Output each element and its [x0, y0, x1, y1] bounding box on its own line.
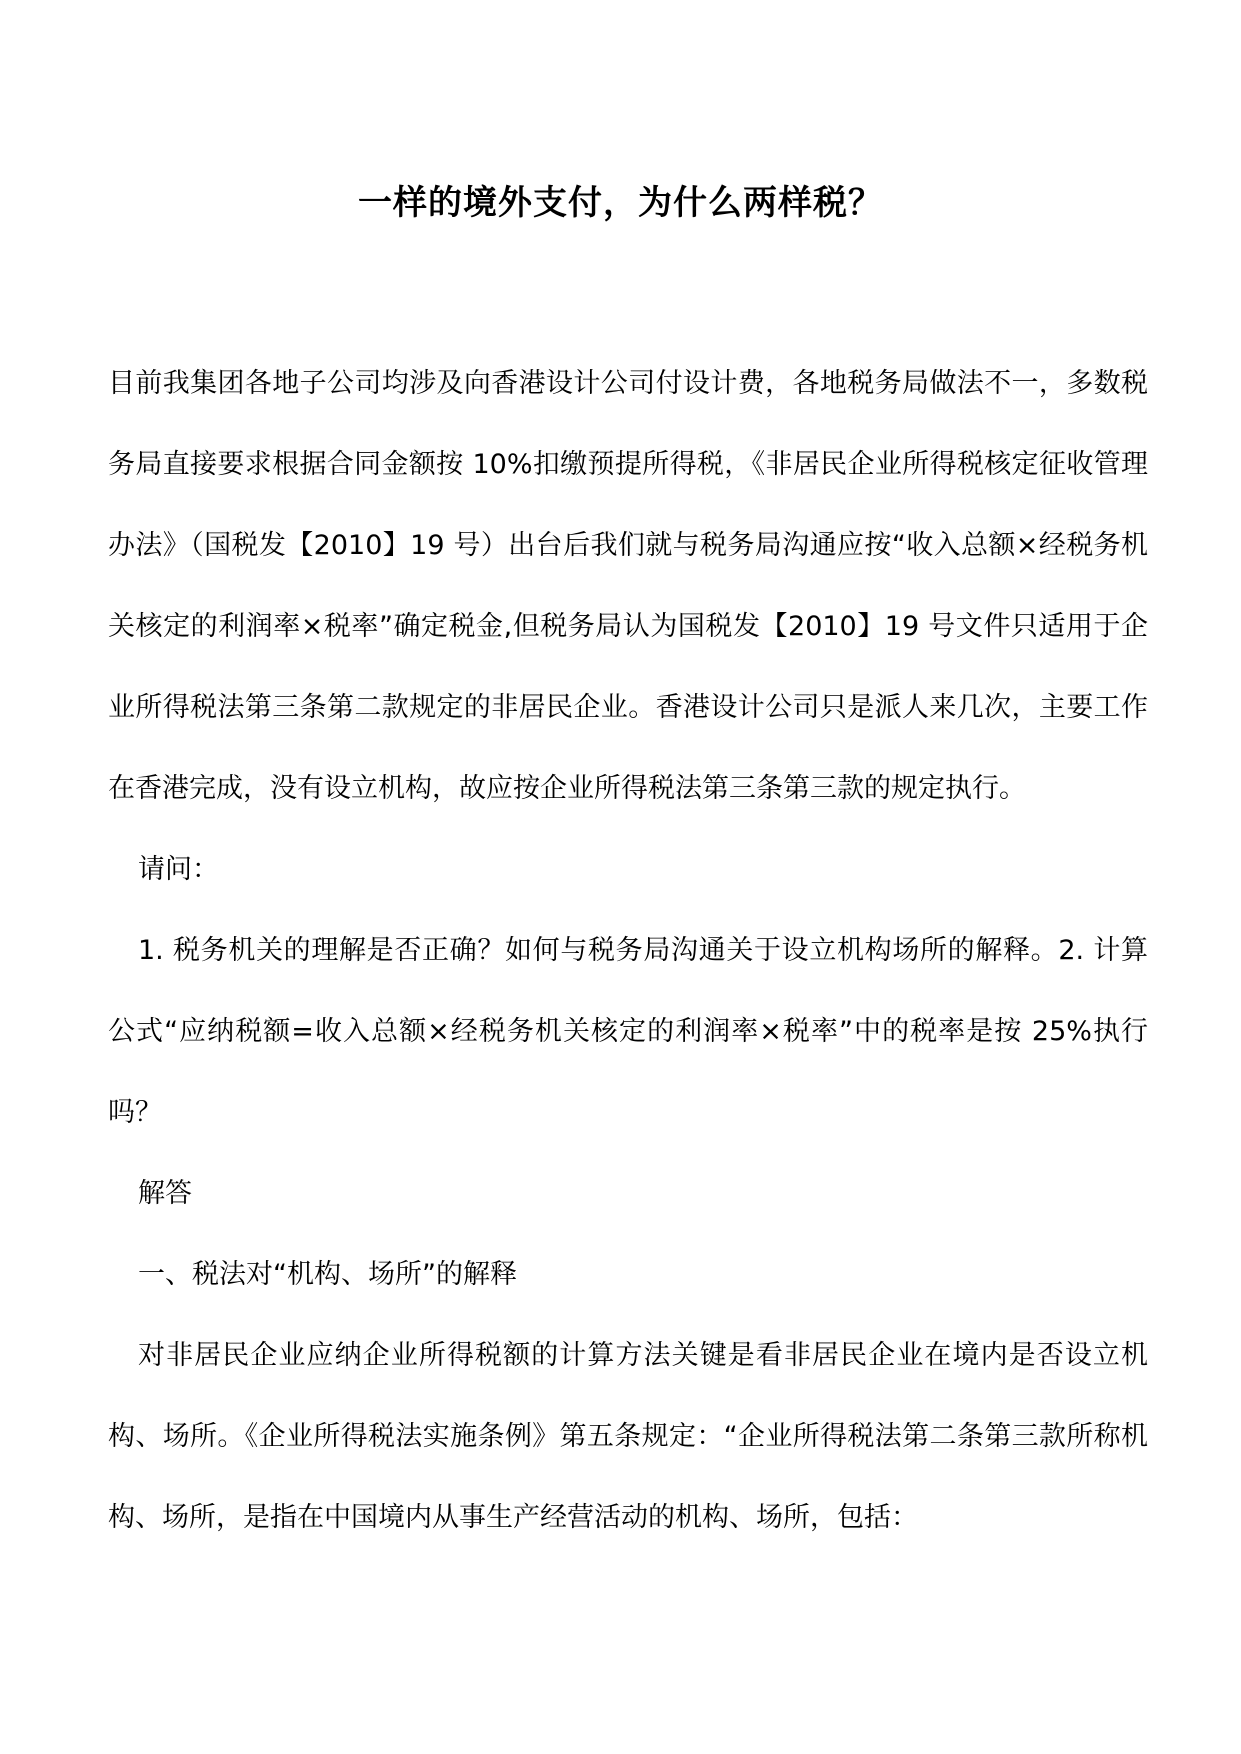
paragraph-questions: 1. 税务机关的理解是否正确？如何与税务局沟通关于设立机构场所的解释。2. 计算公式“应纳税额=收入总额×经税务机关核定的利润率×税率”中的税率是按 25%执行吗？ [108, 935, 1149, 1128]
paragraph-answer-text: 对非居民企业应纳企业所得税额的计算方法关键是看非居民企业在境内是否设立机构、场所。《企业所得税法实施条例》第五条规定：“企业所得税法第二条第三款所称机构、场所，是指在中国境内从事生产经营活动的机构、场所，包括： [108, 1340, 1148, 1533]
document-title: 一样的境外支付，为什么两样税？ [358, 182, 883, 223]
paragraph-answer-label: 解答 [138, 1178, 192, 1209]
document-body [108, 343, 1148, 1558]
paragraph-background: 目前我集团各地子公司均涉及向香港设计公司付设计费，各地税务局做法不一，多数税务局直接要求根据合同金额按 10%扣缴预提所得税，《非居民企业所得税核定征收管理办法》（国税发【2010】19 号）出台后我们就与税务局沟通应按“收入总额×经税务机关核定的利润率×税率”确定税金,但税务局认为国税发【2010】19 号文件只适用于企业所得税法第三条第二款规定的非居民企业。香港设计公司只是派人来几次，主要工作在香港完成，没有设立机构，故应按企业所得税法第三条第三款的规定执行。 [108, 368, 1148, 804]
paragraph-question-label: 请问： [138, 854, 219, 885]
section-heading-1: 一、税法对“机构、场所”的解释 [138, 1259, 517, 1290]
